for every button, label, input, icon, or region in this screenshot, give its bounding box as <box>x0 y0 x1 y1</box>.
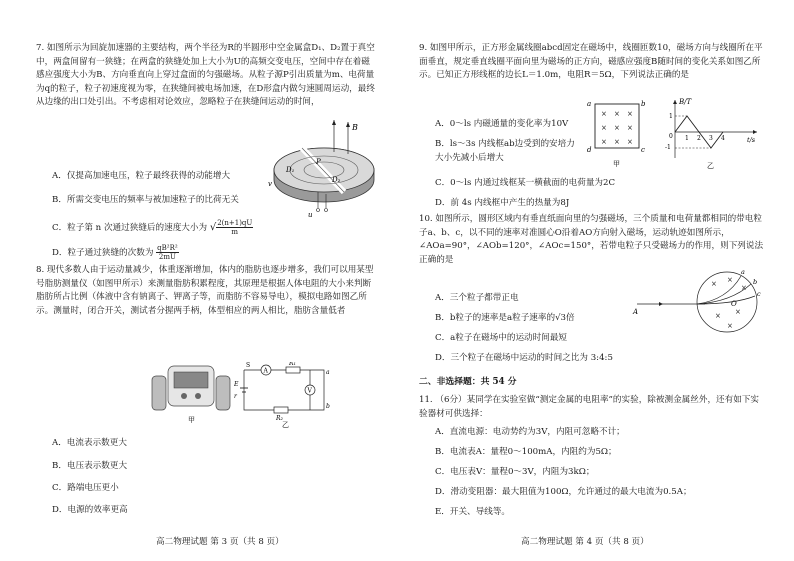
circuit-label-r1: R₁ <box>289 362 296 367</box>
square-label-b: b <box>641 100 646 108</box>
figure-label-p: P <box>316 158 321 166</box>
field-label-c-particle: c <box>757 290 761 298</box>
bt-graph <box>661 96 761 172</box>
graph-ylabel: B/T <box>679 98 692 106</box>
question-9-option-c: C．0～ls 内通过线框某一横截面的电荷量为2C <box>435 178 616 188</box>
question-7-option-c-fraction: $\frac{2(n+1)qU}{m}$ <box>217 219 253 236</box>
svg-text:×: × <box>727 276 733 284</box>
question-9-option-d: D．前 4s 内线框中产生的热量为8J <box>435 198 570 208</box>
figure-label-u: u <box>308 211 313 218</box>
graph-tick-x-4: 4 <box>721 135 725 142</box>
fat-meter-figure <box>150 362 232 424</box>
square-label-a: a <box>587 100 592 108</box>
question-11-stem: 11. （6分）某同学在实验室做“测定金属的电阻率”的实验，除被测金属丝外，还有如下实验器材可供选择： <box>419 395 760 419</box>
graph-tick-x-3: 3 <box>709 135 713 142</box>
right-page <box>397 0 794 561</box>
question-10-option-d: D．三个粒子在磁场中运动的时间之比为 3:4:5 <box>435 353 613 363</box>
square-coil-figure <box>585 98 649 170</box>
question-10-option-b: B．b粒子的速率是a粒子速率的√3倍 <box>435 313 575 323</box>
figure-label-jia-q9: 甲 <box>613 160 620 168</box>
figure-label-v: v <box>268 180 272 188</box>
figure-label-b: B <box>352 123 358 132</box>
field-label-b-particle: b <box>753 278 758 286</box>
circuit-label-e: E <box>234 381 239 388</box>
circuit-figure <box>234 362 334 428</box>
svg-text:×: × <box>601 138 607 146</box>
circuit-label-s: S <box>246 362 251 369</box>
left-page-footer: 高二物理试题 第 3 页（共 8 页） <box>156 537 284 547</box>
question-7-stem: 7. 如图所示为回旋加速器的主要结构，两个半径为R的半圆形中空金属盒D₁、D₂置于真空中，两盒间留有一狭缝；在两盒的狭缝处加上大小为U的高频交变电压，空间中存在着磁感应强度大小为B、方向垂直向上穿过盒面的匀强磁场。从粒子源P引出质量为m、电荷量为q的粒子，粒子初速度视为零，在狭缝间被电场加速，在D形盒内做匀速圆周运动，最终从边缘的出口处引出。不考虑相对论效应，忽略粒子在狭缝间运动的时间， <box>36 43 375 108</box>
square-label-d: d <box>587 146 592 154</box>
question-8-option-c: C．路端电压更小 <box>52 483 119 493</box>
field-label-o: O <box>731 300 737 308</box>
svg-text:×: × <box>711 280 717 288</box>
question-7-option-b: B．所需交变电压的频率与被加速粒子的比荷无关 <box>52 195 239 205</box>
question-10-option-c: C．a粒子在磁场中的运动时间最短 <box>435 333 568 343</box>
question-10-option-a: A．三个粒子都带正电 <box>435 293 519 303</box>
circuit-label-r: r <box>234 393 237 400</box>
question-10-stem: 10. 如图所示，圆形区域内有垂直纸面向里的匀强磁场，三个质量和电荷量都相同的带电粒子a、b、c，以不同的速率对准圆心O沿着AO方向射入磁场，运动轨迹如图所示，∠AOa=90°，∠AOb=120°，∠AOc=150°，若带电粒子只受磁场力的作用，则下列说法正确的是 <box>419 214 764 265</box>
question-8-option-d: D．电源的效率更高 <box>52 505 128 515</box>
question-11-item-e: E．开关、导线等。 <box>435 507 511 517</box>
circuit-label-r2: R₂ <box>276 415 283 422</box>
figure-label-d1: D₁ <box>286 166 295 174</box>
svg-text:×: × <box>727 322 733 330</box>
svg-text:×: × <box>627 110 633 118</box>
figure-label-yi-q9: 乙 <box>707 162 714 170</box>
question-11-item-b: B．电流表A：量程0～100mA，内阻约为5Ω； <box>435 447 617 457</box>
field-label-a-particle: a <box>741 268 745 276</box>
question-11-item-d: D．滑动变阻器：最大阻值为100Ω，允许通过的最大电流为0.5A； <box>435 487 692 497</box>
graph-origin: 0 <box>669 133 673 140</box>
svg-text:×: × <box>741 284 747 292</box>
question-9-stem: 9. 如图甲所示，正方形金属线圈abcd固定在磁场中，线圈匝数10，磁场方向与线圈所在平面垂直，规定垂直线圈平面向里为磁场的正方向，磁感应强度B随时间的变化关系如图乙所示。已知正方形线框的边长L＝1.0m，电阻R＝5Ω，下列说法正确的是 <box>419 43 763 81</box>
field-label-a: A <box>633 308 639 316</box>
question-9-option-b: B．ls～3s 内线框ab边受到的安培力大小先减小后增大 <box>435 139 575 163</box>
svg-text:×: × <box>627 138 633 146</box>
right-page-footer: 高二物理试题 第 4 页（共 8 页） <box>521 537 649 547</box>
question-11-item-c: C．电压表V：量程0～3V，内阻为3kΩ； <box>435 467 595 477</box>
svg-text:×: × <box>601 124 607 132</box>
question-8-option-a: A．电流表示数更大 <box>52 438 127 448</box>
svg-text:×: × <box>715 312 721 320</box>
question-7-option-d-text: D．粒子通过狭缝的次数为 <box>52 248 154 258</box>
svg-text:×: × <box>614 110 620 118</box>
circular-field-figure <box>631 262 771 334</box>
figure-label-yi: 乙 <box>282 421 289 428</box>
svg-text:×: × <box>614 124 620 132</box>
svg-text:×: × <box>735 308 741 316</box>
question-7-option-d <box>52 244 179 261</box>
svg-text:×: × <box>627 124 633 132</box>
cyclotron-figure <box>262 118 380 218</box>
circuit-label-b-node: b <box>326 403 330 410</box>
question-8-option-b: B．电压表示数更大 <box>52 461 128 471</box>
graph-tick-x-2: 2 <box>697 135 701 142</box>
circuit-label-a-node: a <box>326 369 330 376</box>
graph-tick-y-1: 1 <box>669 113 673 120</box>
square-label-c: c <box>641 146 645 154</box>
graph-tick-y-neg1: -1 <box>665 144 671 151</box>
question-9-option-a: A．0～ls 内磁通量的变化率为10V <box>435 119 569 129</box>
question-7-option-c: C．粒子第 n 次通过狭缝后的速度大小为 √ $\frac{2(n+1)qU}{m}$ <box>52 219 253 236</box>
question-7-option-c-text: C．粒子第 n 次通过狭缝后的速度大小为 <box>52 223 208 233</box>
circuit-label-a: A <box>263 367 268 375</box>
question-7-option-a: A．仅提高加速电压，粒子最终获得的动能增大 <box>52 171 231 181</box>
question-8-stem: 8. 现代多数人由于运动量减少，体重逐渐增加，体内的脂肪也逐步增多，我们可以用某型号脂肪测量仪（如图甲所示）来测量脂肪积累程度，其原理是根据人体电阻的大小来判断脂肪所占比例（体液中含有钠离子、钾离子等，而脂肪不容易导电），模拟电路如图乙所示。测量时，闭合开关，测试者分握两手柄，体型相应的两人相比，脂肪含量低者 <box>36 265 374 316</box>
question-7-option-d-fraction: $\frac{\text{qB²R²}}{2mU}$ <box>157 244 178 261</box>
figure-label-jia: 甲 <box>188 416 195 424</box>
figure-label-d2: D₂ <box>332 176 341 184</box>
graph-tick-x-1: 1 <box>685 135 689 142</box>
svg-text:×: × <box>614 138 620 146</box>
circuit-label-v: V <box>307 387 312 395</box>
section-heading: 二、非选择题：共 54 分 <box>419 377 517 387</box>
graph-xlabel: t/s <box>747 136 756 144</box>
svg-text:×: × <box>601 110 607 118</box>
question-11-item-a: A．直流电源：电动势约为3V，内阻可忽略不计； <box>435 427 625 437</box>
